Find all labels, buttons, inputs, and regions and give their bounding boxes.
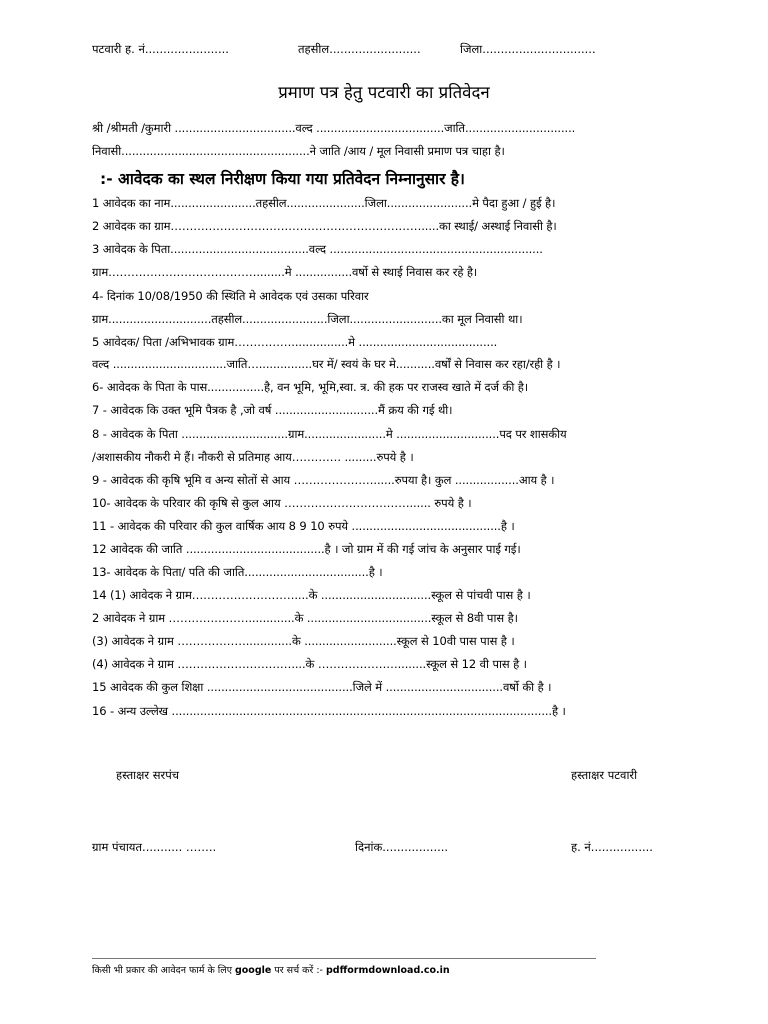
form-line-8: वल्द ................................जाति…...............घर में/ स्वयं के घर मे...........वर्षों से निवास कर रहा/रही है । xyxy=(92,357,561,371)
form-line-15: 11 - आवेदक की परिवार की कुल वार्षिक आय 8 9 10 रुपये ..........................................है । xyxy=(92,519,515,533)
header-patwari-number: पटवारी ह. नं....................... xyxy=(92,42,229,56)
form-line-7: 5 आवेदक/ पिता /अभिभावक ग्राम……………................मे ....................................... xyxy=(92,335,498,349)
footer-note-google: google xyxy=(234,965,272,976)
form-line-5: 4- दिनांक 10/08/1950 की स्थिति मे आवेदक एवं उसका परिवार xyxy=(92,289,369,303)
form-line-6: ग्राम.............................तहसील........................जिला..........................का मूल निवासी था। xyxy=(92,312,523,326)
footer-note-text: किसी भी प्रकार की आवेदन फार्म के लिए xyxy=(92,965,235,976)
form-line-20: (3) आवेदक ने ग्राम ……………….............के ..........................स्कूल से 10वी पास पास है । xyxy=(92,634,515,648)
form-line-10: 7 - आवेदक कि उक्त भूमि पैत्रक है ,जो वर्ष .............................मैं क्रय की गई थी। xyxy=(92,403,453,417)
section-heading: :- आवेदक का स्थल निरीक्षण किया गया प्रतिवेदन निम्नानुसार है। xyxy=(100,170,465,188)
footer-note-mid: पर सर्च करें :- xyxy=(271,965,326,976)
form-line-22: 15 आवेदक की कुल शिक्षा .........................................जिले में .................................वर्षो की है । xyxy=(92,680,552,694)
form-line-17: 13- आवेदक के पिता/ पति की जाति...................................है । xyxy=(92,565,383,579)
form-line-11: 8 - आवेदक के पिता ..............................ग्राम.......................मे .............................पद पर शासकीय xyxy=(92,427,567,441)
header-tehsil: तहसील......................... xyxy=(298,42,421,56)
form-line-13: 9 - आवेदक की कृषि भूमि व अन्य सोतों से आय …………………......रुपया है। कुल ..................आय है । xyxy=(92,473,555,487)
footer-note xyxy=(92,963,450,976)
form-line-16: 12 आवेदक की जाति .......................................है । जो ग्राम में की गई जांच के अनुसार पाई गई। xyxy=(92,542,521,556)
form-line-21: (4) आवेदक ने ग्राम …………………………....के …………………........स्कूल से 12 वी पास है । xyxy=(92,657,527,671)
form-line-19: 2 आवेदक ने ग्राम ………………….............के ...................................स्कूल से 8वी पास है। xyxy=(92,611,518,625)
form-line-14: 10- आवेदक के परिवार की कृषि से कुल आय ……………………………...... रुपये है । xyxy=(92,496,472,510)
date-field: दिनांक.................. xyxy=(355,840,449,854)
header-district: जिला............................... xyxy=(460,42,596,56)
patwari-signature-label: हस्ताक्षर पटवारी xyxy=(571,768,638,782)
form-line-2: 2 आवेदक का ग्राम………………………………………………………….....का स्थाई/ अस्थाई निवासी है। xyxy=(92,219,557,233)
footer-divider xyxy=(92,958,596,959)
h-no-field: ह. नं................. xyxy=(571,840,653,854)
page-title: प्रमाण पत्र हेतु पटवारी का प्रतिवेदन xyxy=(278,82,490,102)
sarpanch-signature-label: हस्ताक्षर सरपंच xyxy=(116,768,180,782)
form-line-23: 16 - अन्य उल्लेख ...........................................................................................................है । xyxy=(92,704,566,718)
form-line-3: 3 आवेदक के पिता.......................................वल्द ............................................................ xyxy=(92,242,543,256)
form-line-9: 6- आवेदक के पिता के पास................है, वन भूमि, भूमि,स्वा. त्र. की हक पर राजस्व खाते में दर्ज की है। xyxy=(92,380,529,394)
form-line-12: /अशासकीय नौकरी मे हैं। नौकरी से प्रतिमाह आय…………. .........रुपये है । xyxy=(92,450,414,464)
form-line-4: ग्राम…………………………………........मे ................वर्षो से स्थाई निवास कर रहे है। xyxy=(92,265,478,279)
gram-panchayat-field: ग्राम पंचायत........... …….. xyxy=(92,840,217,854)
form-line-1: 1 आवेदक का नाम........................तहसील......................जिला........................मे पैदा हुआ / हुई है। xyxy=(92,196,556,210)
form-line-18: 14 (1) आवेदक ने ग्राम………………………....के ...............................स्कूल से पांचवी पास है । xyxy=(92,588,531,602)
intro-line-2: निवासी.....................................................ने जाति /आय / मूल निवासी प्रमाण पत्र चाहा है। xyxy=(92,144,505,158)
intro-line-1: श्री /श्रीमती /कुमारी ..................................वल्द ....................................जाति............................... xyxy=(92,121,576,135)
footer-note-site-link[interactable]: pdfformdownload.co.in xyxy=(325,965,450,976)
